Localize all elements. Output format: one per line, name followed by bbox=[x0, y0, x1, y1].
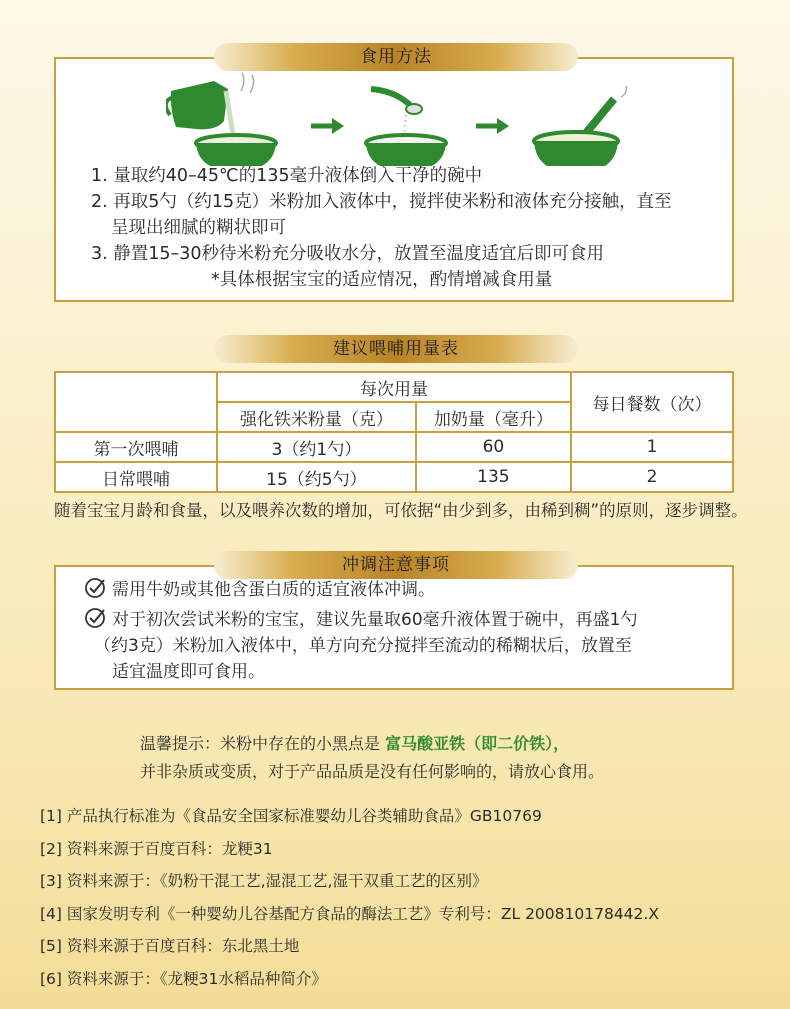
step-1: 1. 量取约40–45℃的135毫升液体倒入干净的碗中 bbox=[91, 166, 483, 186]
step-note: *具体根据宝宝的适应情况，酌情增减食用量 bbox=[211, 270, 553, 290]
row-label: 日常喂哺 bbox=[55, 462, 217, 492]
check-circle-icon bbox=[84, 577, 106, 599]
notice-title: 冲调注意事项 bbox=[214, 551, 578, 579]
tips-highlight: 富马酸亚铁（即二价铁）， bbox=[385, 734, 570, 753]
row-milk: 135 bbox=[416, 462, 571, 492]
method-steps bbox=[91, 163, 721, 293]
row-milk: 60 bbox=[416, 432, 571, 462]
ref-item: [1] 产品执行标准为《食品安全国家标准婴幼儿谷类辅助食品》GB10769 bbox=[40, 807, 542, 825]
check-circle-icon bbox=[84, 607, 106, 629]
warm-tips: 温馨提示：米粉中存在的小黑点是 富马酸亚铁（即二价铁）， 并非杂质或变质，对于产品品质是没有任何影响的，请放心食用。 bbox=[140, 734, 605, 781]
arrow-right-icon bbox=[476, 118, 509, 134]
pour-liquid-icon bbox=[166, 73, 276, 166]
ref-item: [3] 资料来源于：《奶粉干混工艺,湿混工艺,湿干双重工艺的区别》 bbox=[40, 872, 488, 890]
table-row bbox=[55, 432, 733, 462]
arrow-right-icon bbox=[311, 118, 344, 134]
col-powder: 强化铁米粉量（克） bbox=[217, 402, 416, 432]
notice-item-2: 对于初次尝试米粉的宝宝，建议先量取60毫升液体置于碗中，再盛1勺 （约3克）米粉加入液体中，单方向充分搅拌至流动的稀糊状后，放置至 适宜温度即可食用。 bbox=[84, 607, 724, 685]
col-milk: 加奶量（毫升） bbox=[416, 402, 571, 432]
method-title: 食用方法 bbox=[214, 43, 578, 71]
table-corner bbox=[55, 372, 217, 432]
stir-bowl-icon bbox=[534, 86, 626, 166]
ref-item: [6] 资料来源于：《龙粳31水稻品种简介》 bbox=[40, 969, 327, 988]
notice-panel bbox=[54, 565, 734, 690]
row-meals: 2 bbox=[571, 462, 733, 492]
col-meals: 每日餐数（次） bbox=[571, 372, 733, 432]
step-2: 2. 再取5勺（约15克）米粉加入液体中，搅拌使米粉和液体充分接触，直至 bbox=[91, 192, 672, 212]
ref-item: [2] 资料来源于百度百科：龙粳31 bbox=[40, 839, 273, 858]
feeding-suggestion: 随着宝宝月龄和食量，以及喂养次数的增加，可依据“由少到多，由稀到稠”的原则，逐步调整。 bbox=[54, 501, 748, 520]
step-3: 3. 静置15–30秒待米粉充分吸收水分，放置至温度适宜后即可食用 bbox=[91, 244, 605, 264]
header-group: 每次用量 bbox=[217, 372, 571, 402]
references bbox=[40, 804, 659, 999]
table-row bbox=[55, 462, 733, 492]
feeding-title: 建议喂哺用量表 bbox=[214, 335, 578, 363]
preparation-steps-illustration bbox=[166, 71, 636, 166]
row-powder: 15（约5勺） bbox=[217, 462, 416, 492]
step-2-cont: 呈现出细腻的糊状即可 bbox=[111, 218, 286, 238]
notice-item-1: 需用牛奶或其他含蛋白质的适宜液体冲调。 bbox=[84, 577, 724, 603]
row-label: 第一次喂哺 bbox=[55, 432, 217, 462]
ref-item: [5] 资料来源于百度百科：东北黑土地 bbox=[40, 937, 300, 955]
ref-item: [4] 国家发明专利《一种婴幼儿谷基配方食品的酶法工艺》专利号：ZL 200810178442.X bbox=[40, 904, 659, 923]
method-panel bbox=[54, 57, 734, 302]
scoop-powder-icon bbox=[366, 89, 446, 166]
feeding-table bbox=[54, 371, 734, 493]
row-meals: 1 bbox=[571, 432, 733, 462]
row-powder: 3（约1勺） bbox=[217, 432, 416, 462]
